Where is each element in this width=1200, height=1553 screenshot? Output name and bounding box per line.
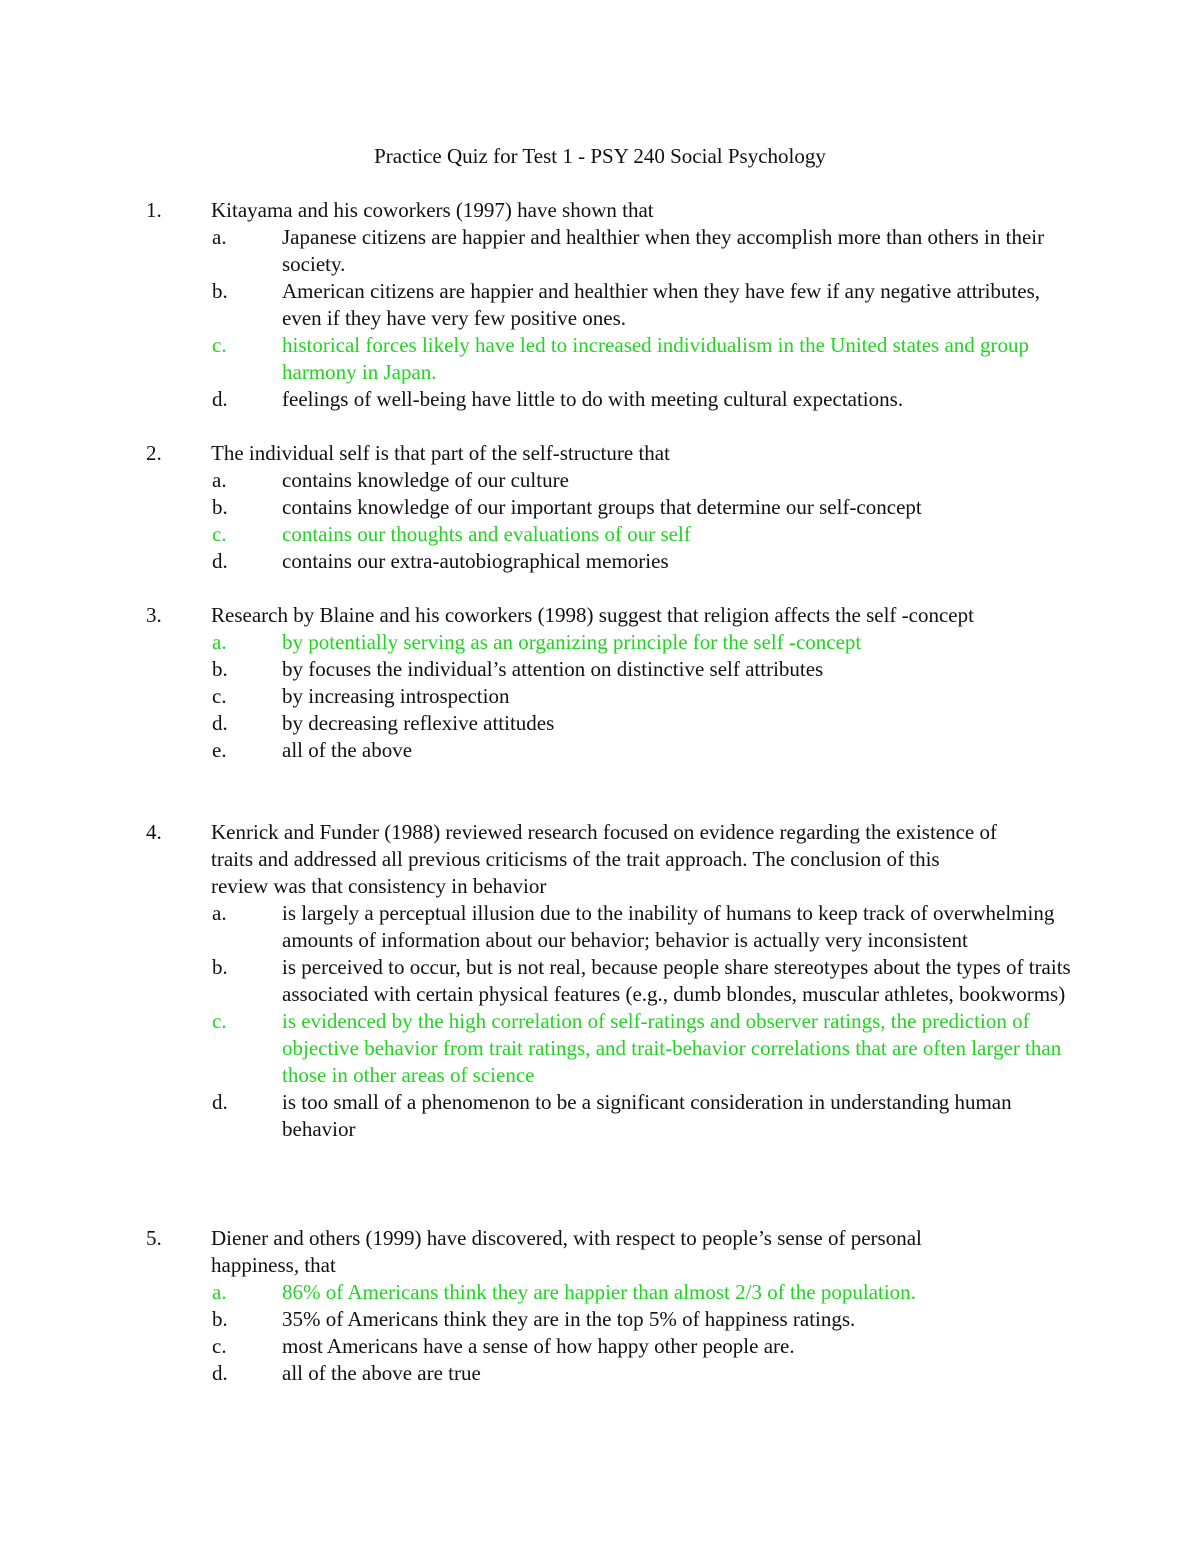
option-c	[0, 1333, 1072, 1360]
option-c-correct-answer	[0, 332, 1072, 386]
option-letter: b.	[212, 279, 228, 303]
option-text: historical forces likely have led to increased individualism in the United states and group harmony in Japan.	[282, 333, 1030, 384]
option-text: contains our thoughts and evaluations of our self	[282, 522, 691, 546]
option-text: feelings of well-being have little to do with meeting cultural expectations.	[282, 387, 904, 411]
option-text: all of the above are true	[282, 1361, 481, 1385]
option-letter: b.	[212, 495, 228, 519]
option-a-correct-answer	[0, 629, 1072, 656]
option-letter: c.	[212, 684, 227, 708]
option-letter: d.	[212, 1090, 228, 1114]
question-number: 2.	[146, 441, 162, 465]
option-d	[0, 710, 1072, 737]
option-letter: b.	[212, 657, 228, 681]
option-text: 35% of Americans think they are in the top 5% of happiness ratings.	[282, 1307, 856, 1331]
option-letter: c.	[212, 1009, 227, 1033]
option-text: contains knowledge of our culture	[282, 468, 569, 492]
option-text: American citizens are happier and healthier when they have few if any negative attributes, even if they have very few positive ones.	[282, 279, 1040, 330]
option-letter: a.	[212, 1280, 227, 1304]
question-stem	[0, 197, 1001, 224]
option-b	[0, 954, 1072, 1008]
option-letter: a.	[212, 225, 227, 249]
option-letter: d.	[212, 1361, 228, 1385]
option-b	[0, 1306, 1072, 1333]
option-letter: a.	[212, 630, 227, 654]
question-number: 3.	[146, 603, 162, 627]
option-a	[0, 900, 1072, 954]
option-text: is largely a perceptual illusion due to the inability of humans to keep track of overwhelming amounts of information about our behavior; behavior is actually very inconsistent	[282, 901, 1055, 952]
option-text: by potentially serving as an organizing principle for the self -concept	[282, 630, 862, 654]
option-letter: a.	[212, 901, 227, 925]
question-3	[0, 602, 1200, 764]
option-a	[0, 467, 1072, 494]
option-text: most Americans have a sense of how happy other people are.	[282, 1334, 795, 1358]
option-letter: b.	[212, 955, 228, 979]
option-d	[0, 1089, 1072, 1143]
option-c	[0, 683, 1072, 710]
question-text: Kitayama and his coworkers (1997) have shown that	[211, 198, 654, 222]
option-text: is perceived to occur, but is not real, because people share stereotypes about the types of traits associated with certain physical features (e.g., dumb blondes, muscular athletes, bookworms)	[282, 955, 1071, 1006]
option-letter: a.	[212, 468, 227, 492]
option-letter: c.	[212, 1334, 227, 1358]
option-text: is evidenced by the high correlation of self-ratings and observer ratings, the prediction of objective behavior from trait ratings, and trait-behavior correlations that are often larger than those in other areas of science	[282, 1009, 1062, 1087]
question-text: Diener and others (1999) have discovered, with respect to people’s sense of personal happiness, that	[211, 1226, 922, 1277]
question-text: Research by Blaine and his coworkers (1998) suggest that religion affects the self -concept	[211, 603, 974, 627]
option-c-correct-answer	[0, 521, 1072, 548]
option-text: contains our extra-autobiographical memories	[282, 549, 669, 573]
option-a-correct-answer	[0, 1279, 1072, 1306]
question-number: 4.	[146, 820, 162, 844]
option-text: all of the above	[282, 738, 413, 762]
option-text: by increasing introspection	[282, 684, 510, 708]
option-e	[0, 737, 1072, 764]
option-b	[0, 278, 1072, 332]
question-stem	[0, 819, 1001, 900]
option-a	[0, 224, 1072, 278]
question-stem	[0, 602, 1001, 629]
option-letter: b.	[212, 1307, 228, 1331]
question-text: Kenrick and Funder (1988) reviewed research focused on evidence regarding the existence of traits and addressed all previous criticisms of the trait approach. The conclusion of this review was that consistency in behavior	[211, 820, 997, 898]
question-stem	[0, 440, 1001, 467]
option-d	[0, 1360, 1072, 1387]
option-letter: d.	[212, 711, 228, 735]
option-text: 86% of Americans think they are happier than almost 2/3 of the population.	[282, 1280, 916, 1304]
option-b	[0, 494, 1072, 521]
option-text: contains knowledge of our important groups that determine our self-concept	[282, 495, 922, 519]
question-number: 1.	[146, 198, 162, 222]
option-text: Japanese citizens are happier and healthier when they accomplish more than others in their society.	[282, 225, 1045, 276]
option-text: by focuses the individual’s attention on distinctive self attributes	[282, 657, 824, 681]
question-5	[0, 1225, 1200, 1387]
option-letter: d.	[212, 387, 228, 411]
option-letter: d.	[212, 549, 228, 573]
option-text: by decreasing reflexive attitudes	[282, 711, 555, 735]
option-text: is too small of a phenomenon to be a significant consideration in understanding human behavior	[282, 1090, 1012, 1141]
question-2	[0, 440, 1200, 575]
option-letter: e.	[212, 738, 227, 762]
question-1	[0, 197, 1200, 413]
option-d	[0, 386, 1072, 413]
option-d	[0, 548, 1072, 575]
question-text: The individual self is that part of the self-structure that	[211, 441, 670, 465]
option-b	[0, 656, 1072, 683]
page-title: Practice Quiz for Test 1 - PSY 240 Social Psychology	[374, 144, 826, 168]
question-stem	[0, 1225, 1001, 1279]
question-4	[0, 819, 1200, 1143]
question-number: 5.	[146, 1226, 162, 1250]
option-letter: c.	[212, 522, 227, 546]
option-c-correct-answer	[0, 1008, 1072, 1089]
option-letter: c.	[212, 333, 227, 357]
